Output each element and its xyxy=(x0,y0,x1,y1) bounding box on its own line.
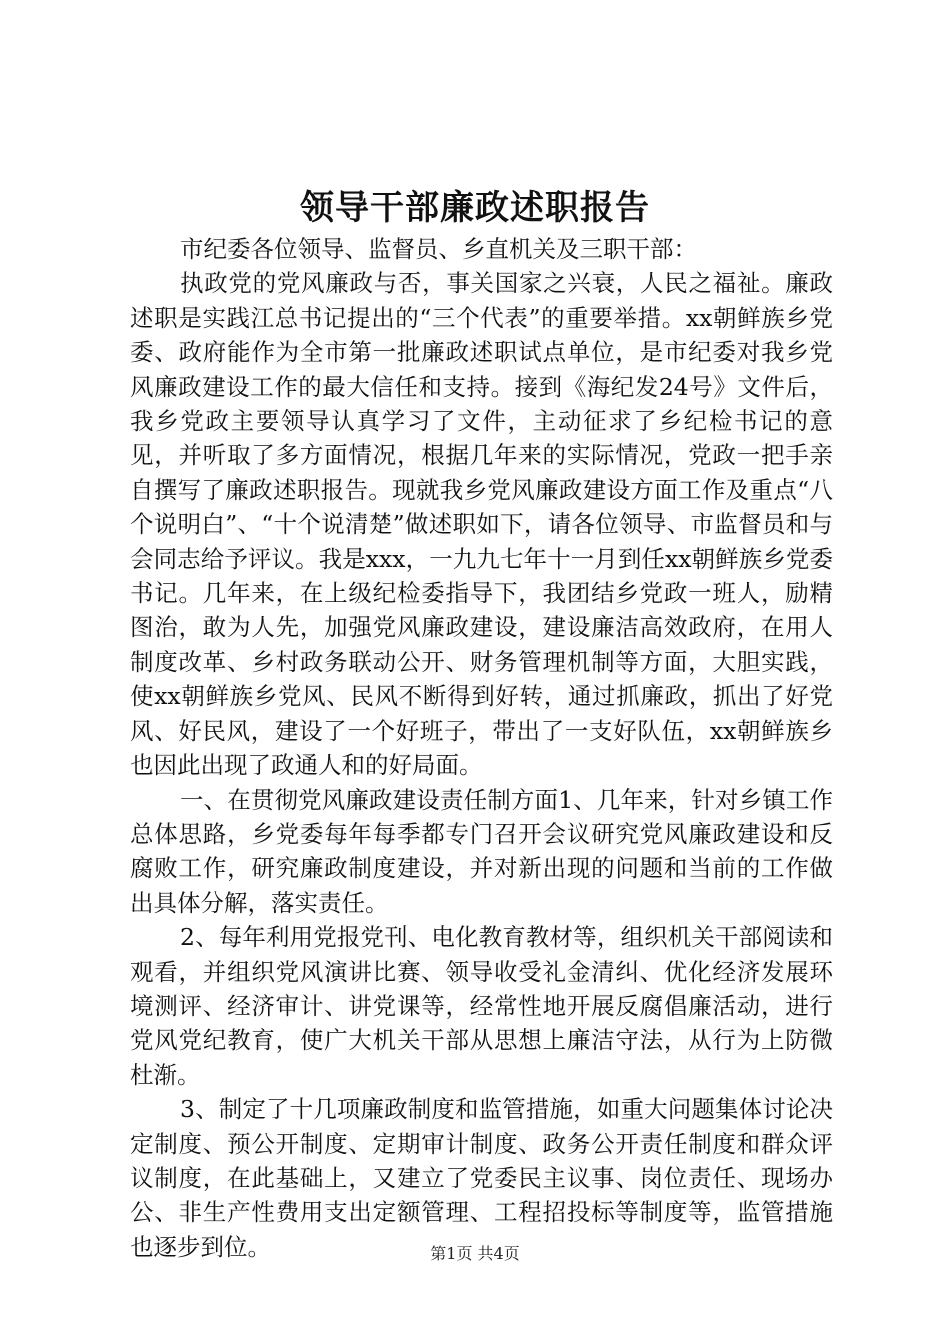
page-footer xyxy=(0,1242,950,1266)
intro-paragraph: 执政党的党风廉政与否，事关国家之兴衰，人民之福祉。廉政述职是实践江总书记提出的“三个代表”的重要举措。xx朝鲜族乡党委、政府能作为全市第一批廉政述职试点单位，是市纪委对我乡党风廉政建设工作的最大信任和支持。接到《海纪发24号》文件后，我乡党政主要领导认真学习了文件，主动征求了乡纪检书记的意见，并听取了多方面情况，根据几年来的实际情况，党政一把手亲自撰写了廉政述职报告。现就我乡党风廉政建设方面工作及重点“八个说明白”、“十个说清楚”做述职如下，请各位领导、市监督员和与会同志给予评议。我是xxx，一九九七年十一月到任xx朝鲜族乡党委书记。几年来，在上级纪检委指导下，我团结乡党政一班人，励精图治，敢为人先，加强党风廉政建设，建设廉洁高效政府，在用人制度改革、乡村政务联动公开、财务管理机制等方面，大胆实践，使xx朝鲜族乡党风、民风不断得到好转，通过抓廉政，抓出了好党风、好民风，建设了一个好班子，带出了一支好队伍，xx朝鲜族乡也因此出现了政通人和的好局面。 xyxy=(130,269,833,780)
document-title: 领导干部廉政述职报告 xyxy=(300,188,650,228)
item-three-paragraph: 3、制定了十几项廉政制度和监管措施，如重大问题集体讨论决定制度、预公开制度、定期审计制度、政务公开责任制度和群众评议制度，在此基础上，又建立了党委民主议事、岗位责任、现场办公、非生产性费用支出定额管理、工程招投标等制度等，监管措施也逐步到位。 xyxy=(130,1095,833,1261)
page-number: 第1页 共4页 xyxy=(430,1244,520,1263)
item-two-paragraph: 2、每年利用党报党刊、电化教育教材等，组织机关干部阅读和观看，并组织党风演讲比赛、领导收受礼金清纠、优化经济发展环境测评、经济审计、讲党课等，经常性地开展反腐倡廉活动，进行党风党纪教育，使广大机关干部从思想上廉洁守法，从行为上防微杜渐。 xyxy=(130,923,833,1089)
section-one-paragraph: 一、在贯彻党风廉政建设责任制方面1、几年来，针对乡镇工作总体思路，乡党委每年每季都专门召开会议研究党风廉政建设和反腐败工作，研究廉政制度建设，并对新出现的问题和当前的工作做出具体分解，落实责任。 xyxy=(130,785,833,917)
document-body xyxy=(130,232,833,1264)
salutation-paragraph: 市纪委各位领导、监督员、乡直机关及三职干部： xyxy=(180,235,697,263)
